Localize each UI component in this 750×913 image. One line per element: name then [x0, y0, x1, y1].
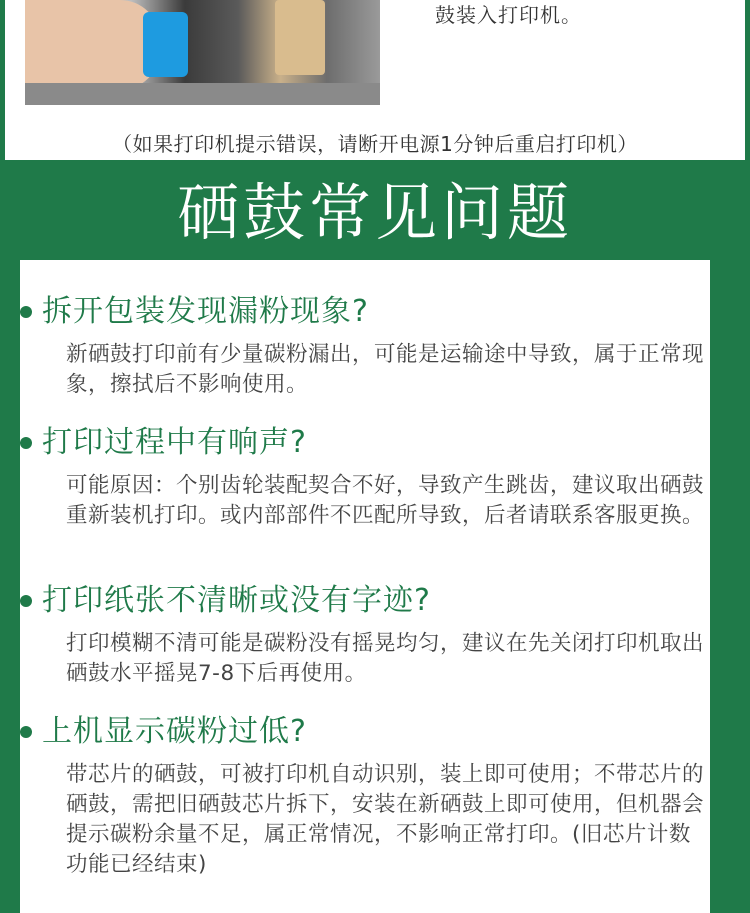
faq-panel: [20, 260, 710, 913]
faq-answer: 可能原因：个别齿轮装配契合不好，导致产生跳齿，建议取出硒鼓重新装机打印。或内部部件不匹配所导致，后者请联系客服更换。: [66, 473, 705, 528]
install-step-text: 鼓装入打印机。: [435, 3, 582, 27]
faq-question: 打印纸张不清晰或没有字迹?: [42, 583, 431, 618]
printer-tray-illustration: [25, 83, 380, 105]
faq-question: 拆开包装发现漏粉现象?: [42, 294, 369, 329]
faq-answer: 带芯片的硒鼓，可被打印机自动识别，装上即可使用；不带芯片的硒鼓，需把旧硒鼓芯片拆下，安装在新硒鼓上即可使用，但机器会提示碳粉余量不足，属正常情况，不影响正常打印。(旧芯片计数功能已经结束): [66, 762, 705, 877]
bullet-dot-icon: [20, 437, 32, 449]
toner-cartridge-illustration: [143, 12, 188, 77]
bullet-dot-icon: [20, 595, 32, 607]
section-title: 硒鼓常见问题: [176, 176, 573, 249]
faq-question: 上机显示碳粉过低?: [42, 714, 307, 749]
faq-question: 打印过程中有响声?: [42, 425, 307, 460]
faq-answer: 打印模糊不清可能是碳粉没有摇晃均匀，建议在先关闭打印机取出硒鼓水平摇晃7-8下后再使用。: [66, 631, 705, 686]
drum-unit-illustration: [275, 0, 325, 75]
restart-note: （如果打印机提示错误，请断开电源1分钟后重启打印机）: [112, 132, 638, 156]
hand-illustration: [25, 0, 160, 90]
faq-answer: 新硒鼓打印前有少量碳粉漏出，可能是运输途中导致，属于正常现象，擦拭后不影响使用。: [66, 342, 705, 397]
bullet-dot-icon: [20, 306, 32, 318]
bullet-dot-icon: [20, 726, 32, 738]
toner-install-photo: [25, 0, 380, 105]
